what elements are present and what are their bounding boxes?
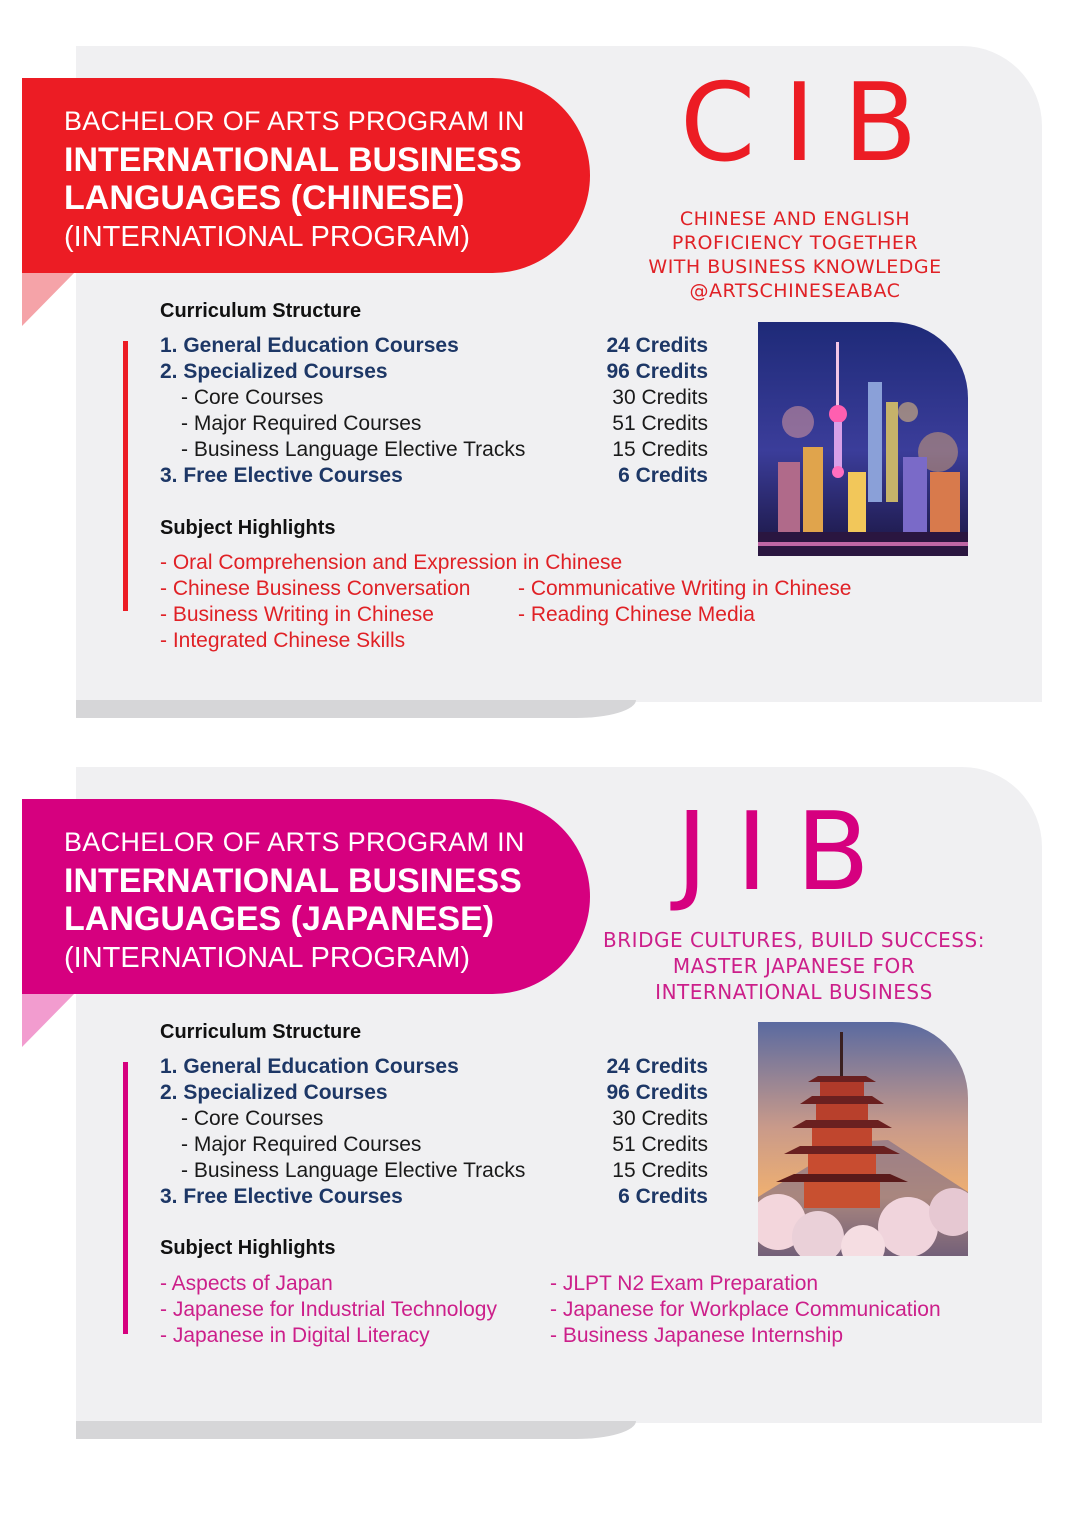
highlight-item: - Reading Chinese Media xyxy=(518,603,755,626)
banner-title xyxy=(64,141,522,217)
course-credits: 96 Credits xyxy=(606,360,708,383)
highlight-item: - Japanese for Workplace Communication xyxy=(550,1298,941,1321)
banner-line-3: LANGUAGES (JAPANESE) xyxy=(64,900,495,938)
tagline-handle: @ARTSCHINESEABAC xyxy=(689,280,901,302)
tagline-line: BRIDGE CULTURES, BUILD SUCCESS: xyxy=(603,928,985,952)
course-row xyxy=(160,1106,708,1132)
course-name: - Major Required Courses xyxy=(181,412,422,435)
japanese-pagoda-photo xyxy=(758,1022,968,1256)
program-title-banner xyxy=(22,78,590,273)
course-row xyxy=(160,359,708,385)
card-shadow xyxy=(76,1421,636,1439)
card-shadow xyxy=(76,700,636,718)
course-row xyxy=(160,1054,708,1080)
course-name: 3. Free Elective Courses xyxy=(160,464,403,487)
highlight-item: - Aspects of Japan xyxy=(160,1272,333,1295)
course-name: - Major Required Courses xyxy=(181,1133,422,1156)
course-credits: 6 Credits xyxy=(618,1185,708,1208)
highlight-item: - Chinese Business Conversation xyxy=(160,577,471,600)
banner-line-4: (INTERNATIONAL PROGRAM) xyxy=(64,221,471,253)
course-credits: 15 Credits xyxy=(612,1159,708,1182)
cib-program-card xyxy=(0,46,1076,726)
banner-title xyxy=(64,862,522,938)
highlights-heading: Subject Highlights xyxy=(160,517,336,539)
highlights-heading: Subject Highlights xyxy=(160,1237,336,1259)
course-row xyxy=(160,411,708,437)
tagline-line: INTERNATIONAL BUSINESS xyxy=(655,980,933,1004)
course-credits: 15 Credits xyxy=(612,438,708,461)
highlight-item: - Japanese in Digital Literacy xyxy=(160,1324,430,1347)
banner-fold-shape xyxy=(22,992,76,1047)
program-acronym: JIB xyxy=(676,790,898,915)
course-name: 2. Specialized Courses xyxy=(160,360,388,383)
accent-vertical-line xyxy=(123,1062,128,1334)
course-row xyxy=(160,1080,708,1106)
shanghai-skyline-photo xyxy=(758,322,968,556)
accent-vertical-line xyxy=(123,341,128,611)
curriculum-heading: Curriculum Structure xyxy=(160,300,362,322)
course-credits: 30 Credits xyxy=(612,1107,708,1130)
banner-line-2: INTERNATIONAL BUSINESS xyxy=(64,862,522,900)
tagline-line: PROFICIENCY TOGETHER xyxy=(671,232,919,254)
course-name: 1. General Education Courses xyxy=(160,334,459,357)
course-credits: 6 Credits xyxy=(618,464,708,487)
course-credits: 51 Credits xyxy=(612,1133,708,1156)
course-credits: 30 Credits xyxy=(612,386,708,409)
course-credits: 51 Credits xyxy=(612,412,708,435)
course-credits: 24 Credits xyxy=(606,334,708,357)
program-tagline xyxy=(588,927,1000,1005)
course-row xyxy=(160,1158,708,1184)
program-tagline xyxy=(622,207,968,303)
course-row xyxy=(160,385,708,411)
highlight-item: - Integrated Chinese Skills xyxy=(160,629,406,652)
banner-line-1: BACHELOR OF ARTS PROGRAM IN xyxy=(64,106,525,136)
course-row xyxy=(160,1132,708,1158)
course-name: - Core Courses xyxy=(181,386,324,409)
course-credits: 96 Credits xyxy=(606,1081,708,1104)
course-name: - Business Language Elective Tracks xyxy=(181,438,526,461)
course-name: - Core Courses xyxy=(181,1107,324,1130)
banner-line-2: INTERNATIONAL BUSINESS xyxy=(64,141,522,179)
course-name: 2. Specialized Courses xyxy=(160,1081,388,1104)
course-row xyxy=(160,463,708,489)
highlight-item: - Oral Comprehension and Expression in Chinese xyxy=(160,551,623,574)
highlight-item: - Japanese for Industrial Technology xyxy=(160,1298,497,1321)
highlight-item: - Communicative Writing in Chinese xyxy=(518,577,852,600)
course-credits: 24 Credits xyxy=(606,1055,708,1078)
program-title-banner xyxy=(22,799,590,994)
highlight-item: - Business Writing in Chinese xyxy=(160,603,434,626)
course-row xyxy=(160,437,708,463)
tagline-line: WITH BUSINESS KNOWLEDGE xyxy=(648,256,942,278)
course-name: 3. Free Elective Courses xyxy=(160,1185,403,1208)
banner-fold-shape xyxy=(22,271,76,326)
tagline-line: CHINESE AND ENGLISH xyxy=(679,208,911,230)
curriculum-heading: Curriculum Structure xyxy=(160,1021,362,1043)
course-name: - Business Language Elective Tracks xyxy=(181,1159,526,1182)
tagline-line: MASTER JAPANESE FOR xyxy=(672,954,916,978)
banner-line-1: BACHELOR OF ARTS PROGRAM IN xyxy=(64,827,525,857)
banner-line-3: LANGUAGES (CHINESE) xyxy=(64,179,465,217)
course-name: 1. General Education Courses xyxy=(160,1055,459,1078)
jib-program-card xyxy=(0,767,1076,1447)
program-acronym: CIB xyxy=(680,61,946,186)
banner-line-4: (INTERNATIONAL PROGRAM) xyxy=(64,942,471,974)
highlight-item: - Business Japanese Internship xyxy=(550,1324,844,1347)
course-row xyxy=(160,333,708,359)
course-row xyxy=(160,1184,708,1210)
highlight-item: - JLPT N2 Exam Preparation xyxy=(550,1272,819,1295)
